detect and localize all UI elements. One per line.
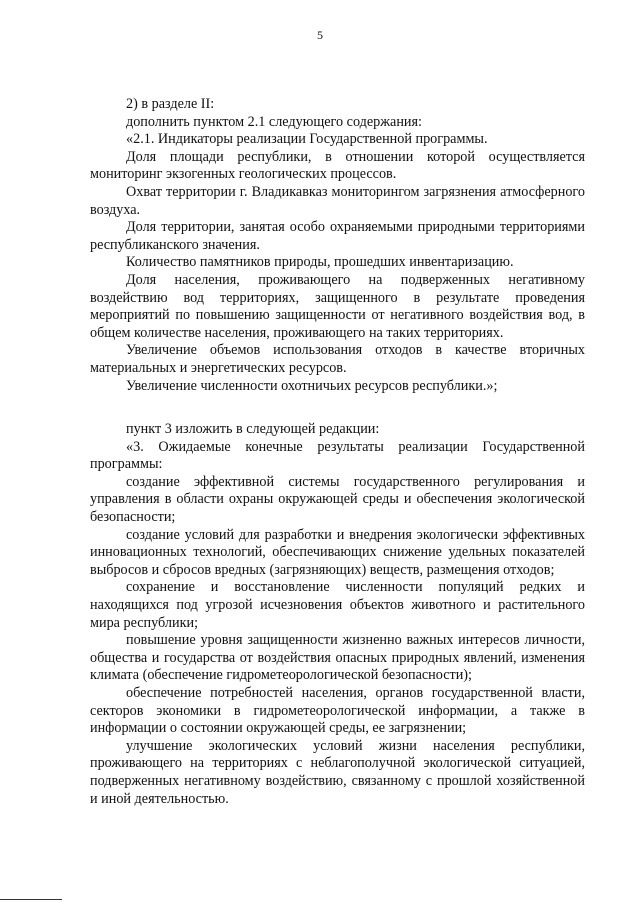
paragraph: повышение уровня защищенности жизненно важных интересов личности, общества и государства от воздействия опасных природных явлений, изменения климата (обеспечение гидрометеорологической безопасности); xyxy=(90,632,585,684)
paragraph: создание эффективной системы государственного регулирования и управления в области охраны окружающей среды и обеспечения экологической безопасности; xyxy=(90,473,585,526)
paragraph: Доля территории, занятая особо охраняемыми природными территориями республиканского значения. xyxy=(90,219,585,253)
paragraph: Доля площади республики, в отношении которой осуществляется мониторинг экзогенных геологических процессов. xyxy=(90,148,585,183)
paragraph: «3. Ожидаемые конечные результаты реализации Государственной программы: xyxy=(90,438,585,473)
paragraph: улучшение экологических условий жизни населения республики, проживающего на территориях с неблагополучной экологической ситуацией, подверженных негативному воздействию, связанному с прошлой хозяйственной и иной деятельностью. xyxy=(90,737,585,807)
paragraph: сохранение и восстановление численности популяций редких и находящихся под угрозой исчезновения объектов животного и растительного мира республики; xyxy=(90,579,585,631)
paragraph: Охват территории г. Владикавказ мониторингом загрязнения атмосферного воздуха. xyxy=(90,183,585,218)
paragraph: Количество памятников природы, прошедших инвентаризацию. xyxy=(126,254,514,271)
paragraph: «2.1. Индикаторы реализации Государственной программы. xyxy=(126,131,488,148)
footer-rule xyxy=(0,899,62,900)
paragraph: Увеличение численности охотничьих ресурсов республики.»; xyxy=(126,377,498,394)
paragraph: Доля населения, проживающего на подверженных негативному воздействию вод территориях, защищенного в результате проведения мероприятий по повышению защищенности от негативного воздействия вод, в общем количестве населения, проживающего на таких территориях. xyxy=(90,271,585,341)
paragraph-gap xyxy=(90,395,585,421)
page-number: 5 xyxy=(317,28,323,42)
paragraph: Увеличение объемов использования отходов в качестве вторичных материальных и энергетических ресурсов. xyxy=(90,342,585,376)
paragraph: 2) в разделе II: xyxy=(126,96,215,112)
paragraph: создание условий для разработки и внедрения экологически эффективных инновационных технологий, обеспечивающих снижение удельных показателей выбросов и сбросов вредных (загрязняющих) веществ, размещения отходов; xyxy=(90,526,585,578)
paragraph: пункт 3 изложить в следующей редакции: xyxy=(126,421,380,438)
paragraph: дополнить пунктом 2.1 следующего содержания: xyxy=(126,113,422,130)
paragraph: обеспечение потребностей населения, органов государственной власти, секторов экономики в гидрометеорологической информации, а также в информации о состоянии окружающей среды, ее загрязнении; xyxy=(90,685,585,737)
document-body xyxy=(90,96,585,808)
